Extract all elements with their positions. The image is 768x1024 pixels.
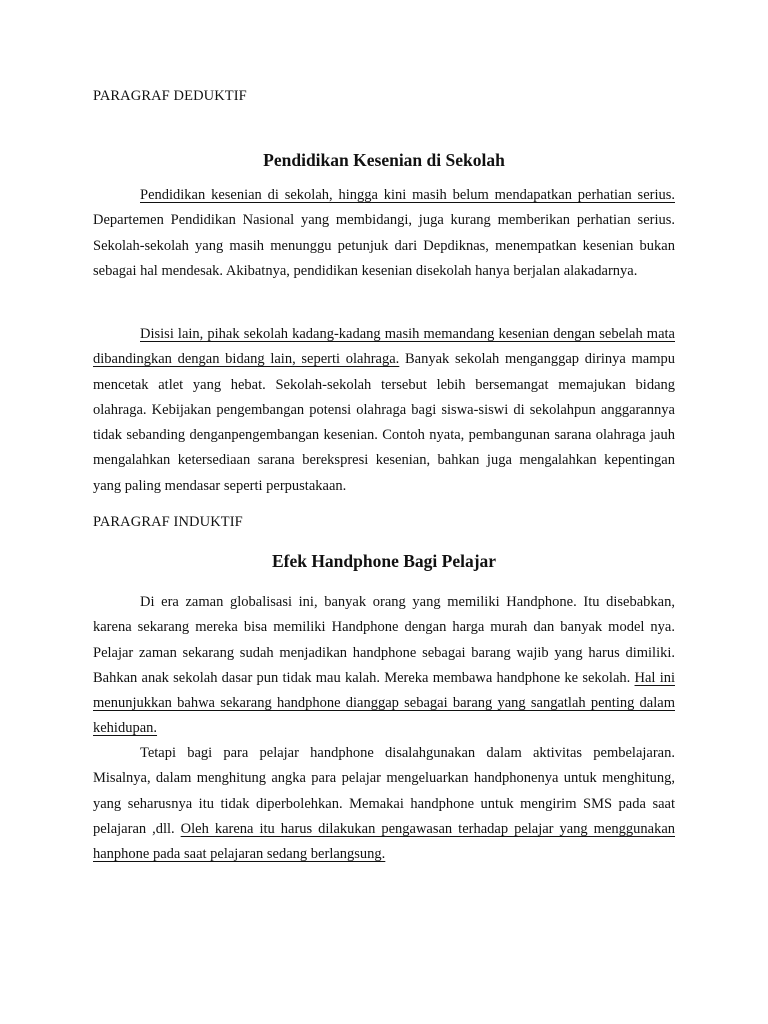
section-label-deduktif: PARAGRAF DEDUKTIF [93,88,247,104]
paragraph-deduktif-1 [93,183,675,284]
main-sentence: Oleh karena itu harus dilakukan pengawasan terhadap pelajar yang menggunakan hanphone pada saat pelajaran sedang berlangsung. [93,820,676,863]
title-efek-handphone: Efek Handphone Bagi Pelajar [271,551,497,571]
supporting-text: Banyak sekolah menganggap dirinya mampu mencetak atlet yang hebat. Sekolah-sekolah tersebut lebih bersemangat memajukan bidang olahraga. Kebijakan pengembangan potensi olahraga bagi siswa-siswi di sekolahpun anggarannya tidak sebanding denganpengembangan kesenian. Contoh nyata, pembangunan sarana olahraga jauh mengalahkan ketersediaan sarana berekspresi kesenian, bahkan juga mengalahkan kepentingan yang paling mendasar seperti perpustakaan. [93,351,675,494]
title-pendidikan-kesenian: Pendidikan Kesenian di Sekolah [263,150,505,170]
section-label-induktif: PARAGRAF INDUKTIF [93,514,243,530]
paragraph-induktif-1 [93,590,675,742]
supporting-text: Tetapi bagi para pelajar handphone disalahgunakan dalam aktivitas pembelajaran. Misalnya, dalam menghitung angka para pelajar mengeluarkan handphonenya untuk menghitung, yang seharusnya itu tidak diperbolehkan. Memakai handphone untuk mengirim SMS pada saat pelajaran ,dll. [93,745,675,837]
supporting-text: Departemen Pendidikan Nasional yang membidangi, juga kurang memberikan perhatian serius. Sekolah-sekolah yang masih menunggu petunjuk dari Depdiknas, menempatkan kesenian bukan sebagai hal mendesak. Akibatnya, pendidikan kesenian disekolah hanya berjalan alakadarnya. [93,212,675,279]
main-sentence: Pendidikan kesenian di sekolah, hingga kini masih belum mendapatkan perhatian serius. [140,187,675,203]
main-sentence: Hal ini menunjukkan bahwa sekarang handphone dianggap sebagai barang yang sangatlah penting dalam kehidupan. [93,669,675,737]
paragraph-induktif-2 [93,741,675,867]
main-sentence: Disisi lain, pihak sekolah kadang-kadang masih memandang kesenian dengan sebelah mata dibandingkan dengan bidang lain, seperti olahraga. [93,326,675,368]
supporting-text: Di era zaman globalisasi ini, banyak orang yang memiliki Handphone. Itu disebabkan, karena sekarang mereka bisa memiliki Handphone dengan harga murah dan banyak model nya. Pelajar zaman sekarang sudah menjadikan handphone sebagai barang wajib yang harus dimiliki. Bahkan anak sekolah dasar pun tidak mau kalah. Mereka membawa handphone ke sekolah. [93,594,675,686]
paragraph-deduktif-2 [93,322,675,499]
